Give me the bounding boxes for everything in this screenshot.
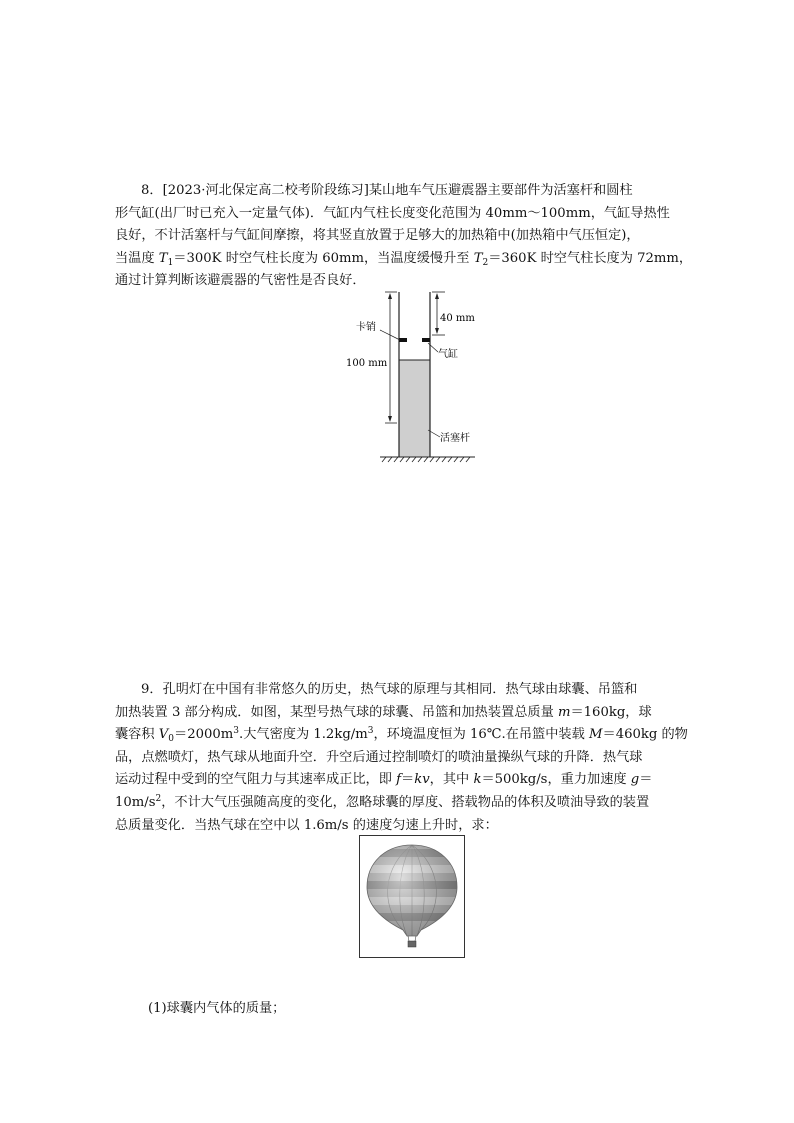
q8-line-1: 8．[2023·河北保定高二校考阶段练习]某山地车气压避震器主要部件为活塞杆和圆柱 [141, 183, 633, 198]
q9-line-5: 运动过程中受到的空气阻力与其速率成正比，即 f＝kv，其中 k＝500kg/s，重力加速度 g＝ [115, 772, 653, 788]
q9-line-1: 9．孔明灯在中国有非常悠久的历史，热气球的原理与其相同．热气球由球囊、吊篮和 [141, 682, 638, 697]
piston-rod-label: 活塞杆 [440, 433, 470, 444]
pin-label: 卡销 [356, 322, 376, 333]
q8-line-4: 当温度 $T_1=300K$ 时空气柱长度为 60mm，当温度缓慢升至 $T_2=360K$ 时空气柱长度为 72mm， [115, 250, 693, 268]
q9-line-6: $10m/s^2$，不计大气压强随高度的变化，忽略球囊的厚度、搭载物品的体积及喷油导致的装置 [115, 793, 650, 810]
q9-line-7: 总质量变化．当热气球在空中以 1.6m/s 的速度匀速上升时，求： [115, 817, 498, 833]
q9-line-2: 加热装置 3 部分构成．如图，某型号热气球的球囊、吊篮和加热装置总质量 m＝160kg，球 [115, 704, 652, 720]
sub-question-1: (1)球囊内气体的质量； [148, 1001, 286, 1016]
cylinder-label: 气缸 [438, 349, 458, 360]
question-9 [115, 679, 688, 837]
length-100mm-label: 100 mm [346, 358, 388, 369]
length-40mm-label: 40 mm [440, 313, 475, 324]
q9-line-3: 囊容积 $V_0=2000m^3$.大气密度为 $1.2kg/m^3$，环境温度恒为 16℃.在吊篮中装载 M＝460kg 的物 [115, 726, 688, 745]
shock-absorber-figure [340, 290, 520, 465]
q8-line-3: 良好，不计活塞杆与气缸间摩擦，将其竖直放置于足够大的加热箱中(加热箱中气压恒定)， [115, 228, 640, 244]
question-8 [115, 180, 693, 293]
q9-line-4: 品，点燃喷灯，热气球从地面升空．升空后通过控制喷灯的喷油量操纵气球的升降．热气球 [115, 749, 643, 765]
q8-line-5: 通过计算判断该避震器的气密性是否良好． [115, 273, 366, 289]
hot-air-balloon-figure [359, 835, 465, 958]
q8-line-2: 形气缸(出厂时已充入一定量气体)．气缸内气柱长度变化范围为 40mm～100mm，气缸导热性 [115, 205, 670, 221]
